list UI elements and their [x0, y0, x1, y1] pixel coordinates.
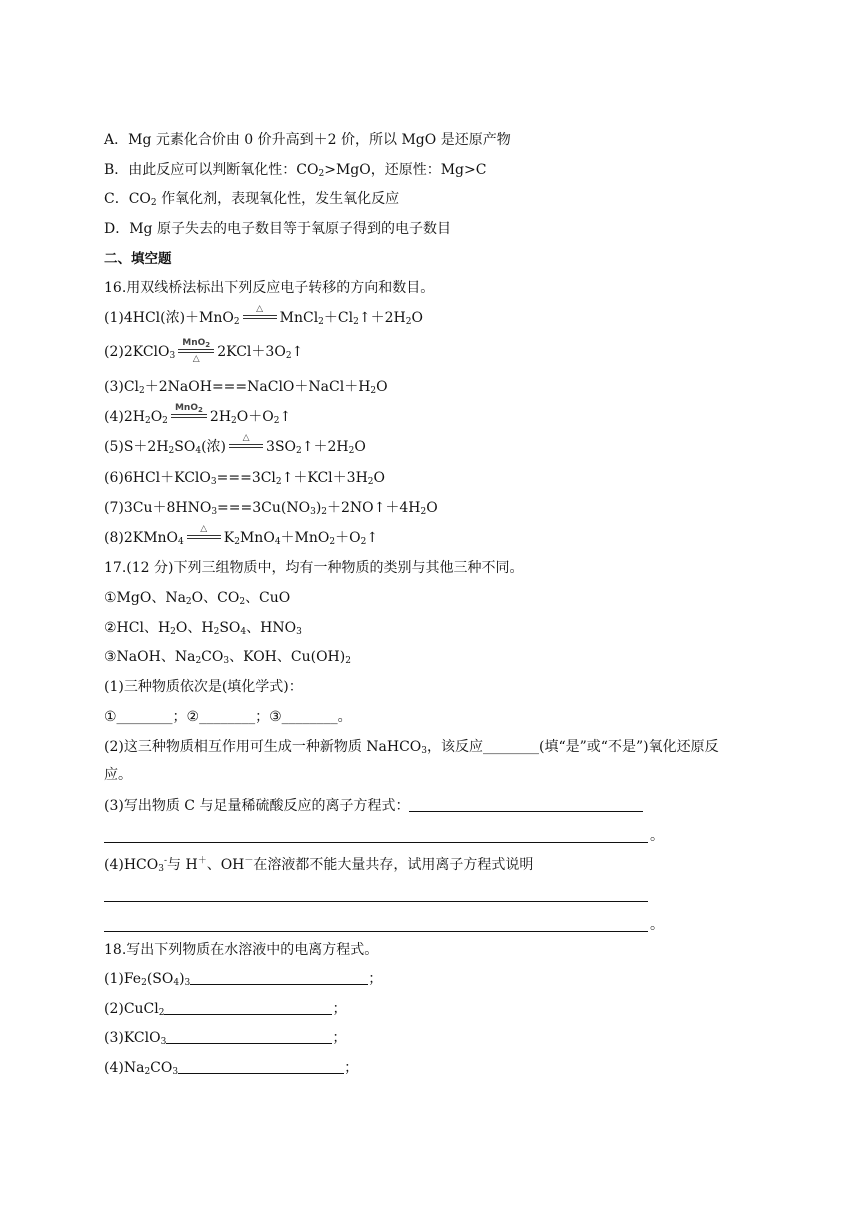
q16-eq2: (2)2KClO$_3$ MnO$_2$ △ $2KCl+3O_2↑$: [104, 338, 304, 364]
q16-stem: 16.用双线桥法标出下列反应电子转移的方向和数目。: [104, 280, 435, 296]
option-d: D．Mg 原子失去的电子数目等于氧原子得到的电子数目: [104, 221, 451, 237]
period-mark: 。: [650, 828, 664, 844]
answer-blank[interactable]: [409, 797, 643, 812]
q16-eq8: (8)2KMnO$_4$ △ $K_2MnO_4+MnO_2+O_2↑$: [104, 524, 379, 547]
period-mark: 。: [650, 917, 664, 933]
catalyst-condition-icon: MnO$_2$: [169, 408, 209, 424]
q17-stem: 17.(12 分)下列三组物质中，均有一种物质的类别与其他三种不同。: [104, 560, 524, 576]
q18-item4: $(4)Na_2CO_3$ ；: [104, 1060, 359, 1077]
answer-blank[interactable]: [190, 970, 368, 985]
q17-group2: ②HCl、$H_2O$、$H_2SO_4$、$HNO_3$: [104, 620, 302, 637]
answer-blank[interactable]: [164, 1000, 332, 1015]
heat-condition-icon: △: [241, 309, 279, 325]
catalyst-condition-icon: MnO$_2$ △: [176, 343, 216, 359]
q16-eq6: $(6)6HCl+KClO_3===3Cl_2↑+KCl+3H_2O$: [104, 470, 385, 487]
q18-item3: (3)KClO$_3$ ；: [104, 1030, 347, 1047]
q18-item1: $(1)Fe_2(SO_4)_3$ ；: [104, 971, 383, 988]
q16-eq7: $(7)3Cu+8HNO_3===3Cu(NO_3)_2+2NO↑+4H_2O$: [104, 500, 438, 517]
answer-blank[interactable]: [166, 1029, 332, 1044]
q18-item2: (2)CuCl$_2$ ；: [104, 1001, 347, 1018]
q17-part1-blanks[interactable]: ①________；②________；③________。: [104, 709, 352, 725]
answer-line[interactable]: [104, 901, 648, 902]
answer-line[interactable]: [104, 931, 648, 932]
q16-eq5: $(5)S+2H_2SO_4$(浓) △ $3SO_2↑+2H_2O$: [104, 433, 366, 456]
q17-part2-cont: 应。: [104, 767, 132, 783]
answer-line[interactable]: [104, 842, 648, 843]
answer-blank[interactable]: [178, 1059, 344, 1074]
q16-eq3: $(3)Cl_2+2NaOH===NaClO+NaCl+H_2O$: [104, 379, 388, 396]
heat-condition-icon: △: [227, 438, 265, 454]
option-a: A．Mg 元素化合价由 0 价升高到＋2 价，所以 MgO 是还原产物: [104, 132, 511, 148]
section-title: 二、填空题: [104, 251, 172, 267]
option-b: B．由此反应可以判断氧化性：$CO_2>MgO$，还原性：Mg>C: [104, 162, 487, 179]
q17-group1: ①MgO、$Na_2O$、$CO_2$、CuO: [104, 590, 291, 607]
heat-condition-icon: △: [185, 529, 223, 545]
q18-stem: 18.写出下列物质在水溶液中的电离方程式。: [104, 942, 379, 958]
q17-part2: (2)这三种物质相互作用可生成一种新物质 NaHCO$_3$，该反应________(填“是”或“不是”)氧化还原反: [104, 739, 719, 756]
q17-group3: ③NaOH、$Na_2CO_3$、KOH、$Cu(OH)_2$: [104, 649, 351, 666]
q17-part4: $(4)HCO_3^-$与 H＋、OH－在溶液都不能大量共存，试用离子方程式说明: [104, 856, 534, 874]
q16-eq1: (1)4HCl(浓)＋MnO$_2$ △ $MnCl_2+Cl_2↑+2H_2O$: [104, 304, 423, 327]
option-c: C．$CO_2$ 作氧化剂，表现氧化性，发生氧化反应: [104, 191, 400, 208]
q17-part1: (1)三种物质依次是(填化学式)：: [104, 679, 303, 695]
q17-part3: (3)写出物质 C 与足量稀硫酸反应的离子方程式：: [104, 797, 643, 815]
q16-eq4: $(4)2H_2O_2$ MnO$_2$ $2H_2O+O_2↑$: [104, 403, 292, 426]
